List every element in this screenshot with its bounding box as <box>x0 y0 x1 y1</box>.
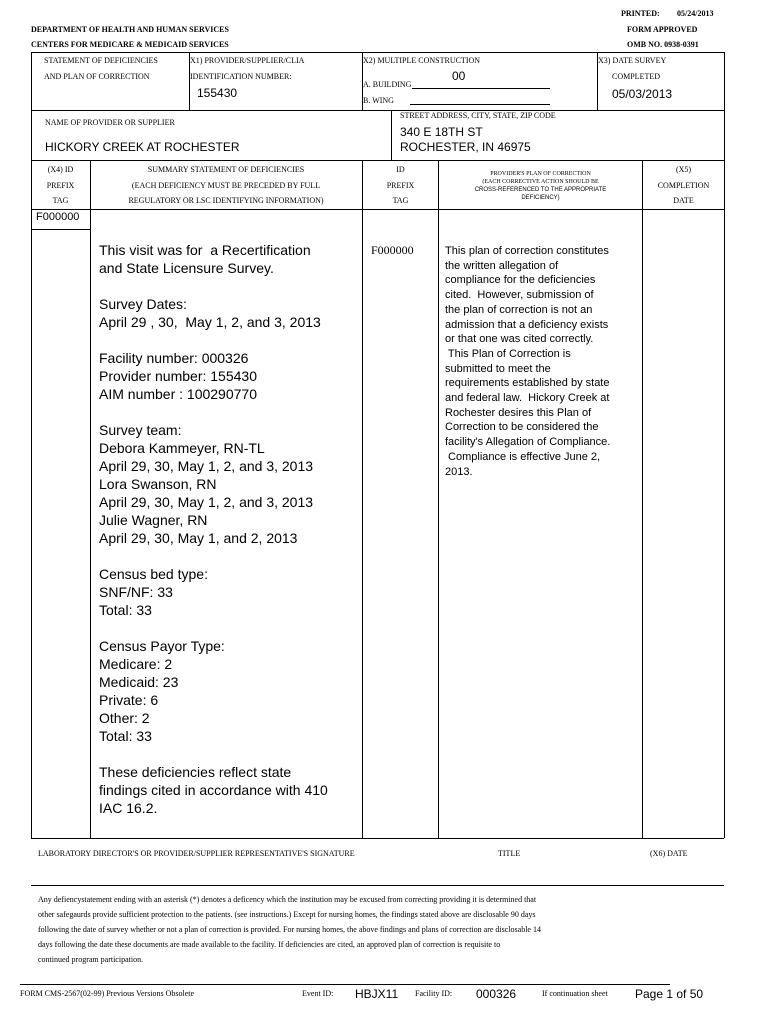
plan-line: This Plan of Correction is <box>445 347 571 360</box>
rule-signature <box>31 885 724 886</box>
event-id: HBJX11 <box>355 987 399 1001</box>
summary-line: April 29, 30, May 1, 2, and 3, 2013 <box>99 494 314 510</box>
summary-line: Medicaid: 23 <box>99 674 179 690</box>
summary-line <box>99 547 328 565</box>
event-id-label: Event ID: <box>302 989 334 998</box>
plan-line: or that one was cited correctly. <box>445 333 594 346</box>
form-approved: FORM APPROVED <box>627 25 698 34</box>
col-plan-note: (EACH CORRECTIVE ACTION SHOULD BE <box>482 179 599 185</box>
summary-line: and State Licensure Survey. <box>99 260 274 276</box>
plan-of-correction <box>445 244 641 479</box>
summary-line <box>99 277 328 295</box>
x2-label: X2) MULTIPLE CONSTRUCTION <box>363 56 481 65</box>
col-x4-tag: TAG <box>52 196 69 205</box>
signature-label: LABORATORY DIRECTOR'S OR PROVIDER/SUPPLIER REPRESENTATIVE'S SIGNATURE <box>38 849 355 858</box>
col-id-prefix: PREFIX <box>386 181 415 190</box>
provider-name-label: NAME OF PROVIDER OR SUPPLIER <box>45 118 175 127</box>
plan-line: the plan of correction is not an <box>445 303 593 316</box>
plan-line: and federal law. Hickory Creek at <box>445 392 610 405</box>
page-number: Page 1 of 50 <box>635 987 704 1001</box>
summary-line: Total: 33 <box>99 602 152 618</box>
statement-label: STATEMENT OF DEFICIENCIES <box>44 56 158 65</box>
plan-line: Rochester desires this Plan of <box>445 406 592 419</box>
disclaimer-text <box>38 892 541 967</box>
rule-columns <box>31 209 724 210</box>
summary-line: Medicare: 2 <box>99 656 173 672</box>
plan-line: cited. However, submission of <box>445 289 594 302</box>
x3-completed-label: COMPLETED <box>612 72 660 81</box>
tag-prefix-right: F000000 <box>371 243 414 257</box>
provider-number: 155430 <box>197 86 238 100</box>
divider-id <box>438 160 439 838</box>
rule-footer <box>20 984 670 985</box>
wing-label: B. WING <box>363 96 394 105</box>
summary-line: Facility number: 000326 <box>99 350 249 366</box>
summary-line <box>99 619 328 637</box>
facility-id-label: Facility ID: <box>415 989 453 998</box>
disclaimer-line: continued program participation. <box>38 955 144 964</box>
centers-heading: CENTERS FOR MEDICARE & MEDICAID SERVICES <box>31 40 229 49</box>
facility-id: 000326 <box>476 987 517 1001</box>
summary-line: Julie Wagner, RN <box>99 512 208 528</box>
multiple-construction-value: 00 <box>452 69 466 83</box>
col-plan-note-3: DEFICIENCY) <box>521 195 560 201</box>
col-x4-id: (X4) ID <box>47 165 74 174</box>
summary-line <box>99 745 328 763</box>
summary-line: April 29 , 30, May 1, 2, and 3, 2013 <box>99 314 321 330</box>
survey-completed-date: 05/03/2013 <box>612 87 673 101</box>
summary-line: IAC 16.2. <box>99 800 158 816</box>
summary-line: SNF/NF: 33 <box>99 584 173 600</box>
x3-label: X3) DATE SURVEY <box>598 56 667 65</box>
col-x5: (X5) <box>675 165 692 174</box>
disclaimer-line: days following the date these documents are made available to the facility. If deficiencies are cited, an approved plan of correction is requisite to <box>38 940 501 949</box>
form-number: FORM CMS-2567(02-99) Previous Versions Obsolete <box>20 989 195 998</box>
date-label: (X6) DATE <box>650 849 688 858</box>
plan-line: Correction to be considered the <box>445 421 599 434</box>
col-summary-title: SUMMARY STATEMENT OF DEFICIENCIES <box>147 165 305 174</box>
col-summary-note-2: REGULATORY OR LSC IDENTIFYING INFORMATION) <box>128 196 324 205</box>
border-right <box>724 52 725 838</box>
summary-line: Private: 6 <box>99 692 159 708</box>
wing-line <box>410 104 550 105</box>
col-plan-note-2: CROSS-REFERENCED TO THE APPROPRIATE <box>474 187 607 193</box>
plan-line: 2013. <box>445 465 473 478</box>
col-plan-title: PROVIDER'S PLAN OF CORRECTION <box>490 171 591 177</box>
summary-line: Survey team: <box>99 422 182 438</box>
summary-line: AIM number : 100290770 <box>99 386 257 402</box>
rule-provider <box>31 160 724 161</box>
plan-of-correction-label: AND PLAN OF CORRECTION <box>44 72 150 81</box>
disclaimer-line: other safegaurds provide sufficient protection to the patients. (see instructions.) Except for nursing homes, the findings stated above are disclosable 90 days <box>38 910 536 919</box>
summary-line: findings cited in accordance with 410 <box>99 782 328 798</box>
summary-line: This visit was for a Recertification <box>99 242 311 258</box>
plan-line: Compliance is effective June 2, <box>445 450 601 463</box>
summary-line: Provider number: 155430 <box>99 368 257 384</box>
col-id: ID <box>396 165 405 174</box>
x1-identification-label: IDENTIFICATION NUMBER: <box>190 72 292 81</box>
address-label: STREET ADDRESS, CITY, STATE, ZIP CODE <box>400 111 556 120</box>
summary-line: These deficiencies reflect state <box>99 764 292 780</box>
summary-line: Lora Swanson, RN <box>99 476 217 492</box>
printed-date: 05/24/2013 <box>677 9 714 18</box>
plan-line: This plan of correction constitutes <box>445 245 609 257</box>
building-line <box>412 88 550 89</box>
department-heading: DEPARTMENT OF HEALTH AND HUMAN SERVICES <box>31 25 229 34</box>
disclaimer-line: following the date of survey whether or not a plan of correction is provided. For nursing homes, the above findings and plans of correction are disclosable 14 <box>38 925 541 934</box>
summary-statement <box>99 241 328 817</box>
street-address: 340 E 18TH ST <box>400 125 483 139</box>
tag-underline <box>31 229 90 230</box>
rule-info <box>31 110 724 111</box>
divider-x4 <box>90 160 91 838</box>
plan-line: the written allegation of <box>445 259 559 272</box>
summary-line: Debora Kammeyer, RN-TL <box>99 440 265 456</box>
summary-line: Census Payor Type: <box>99 638 225 654</box>
divider-address <box>391 110 392 160</box>
summary-line: April 29, 30, May 1, 2, and 3, 2013 <box>99 458 314 474</box>
plan-line: submitted to meet the <box>445 362 551 375</box>
divider-summary <box>362 160 363 838</box>
summary-line: Survey Dates: <box>99 296 187 312</box>
summary-line <box>99 331 328 349</box>
summary-line: April 29, 30, May 1, and 2, 2013 <box>99 530 298 546</box>
col-x4-prefix: PREFIX <box>46 181 75 190</box>
summary-line <box>99 403 328 421</box>
continuation-label: If continuation sheet <box>542 989 608 998</box>
col-summary-note: (EACH DEFICIENCY MUST BE PRECEDED BY FULL <box>131 181 321 190</box>
title-label: TITLE <box>498 849 521 858</box>
plan-line: facility's Allegation of Compliance. <box>445 436 611 449</box>
printed-label: PRINTED: <box>621 9 660 18</box>
col-id-tag: TAG <box>392 196 409 205</box>
building-label: A. BUILDING <box>363 80 412 89</box>
plan-line: requirements established by state <box>445 377 610 390</box>
plan-line: compliance for the deficiencies <box>445 274 596 287</box>
plan-line: admission that a deficiency exists <box>445 318 609 331</box>
col-x5-date: DATE <box>673 196 694 205</box>
rule-body-end <box>31 838 724 839</box>
x1-label: X1) PROVIDER/SUPPLIER/CLIA <box>190 56 305 65</box>
col-x5-completion: COMPLETION <box>657 181 710 190</box>
disclaimer-line: Any defiencystatement ending with an asterisk (*) denotes a deficency which the institution may be excused from correcting providing it is determined that <box>38 895 537 904</box>
omb-number: OMB NO. 0938-0391 <box>627 40 699 49</box>
city-state-zip: ROCHESTER, IN 46975 <box>400 140 531 154</box>
tag-prefix-left: F000000 <box>36 211 80 223</box>
provider-name: HICKORY CREEK AT ROCHESTER <box>45 140 240 154</box>
summary-line: Other: 2 <box>99 710 150 726</box>
summary-line: Total: 33 <box>99 728 152 744</box>
divider-x5 <box>642 160 643 838</box>
summary-line: Census bed type: <box>99 566 208 582</box>
rule-top <box>31 52 724 53</box>
